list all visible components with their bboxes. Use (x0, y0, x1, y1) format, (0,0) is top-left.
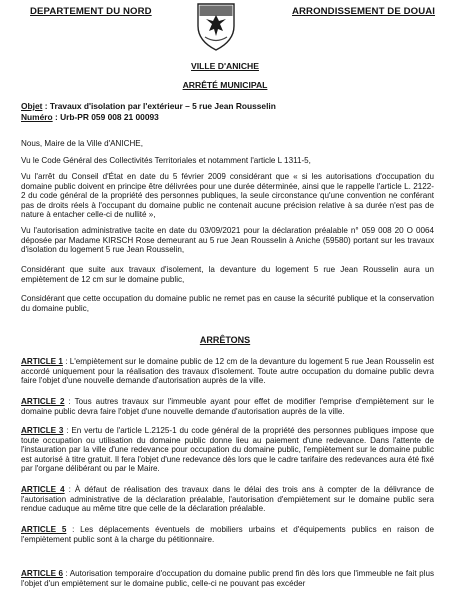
article-5-text: : Les déplacements éventuels de mobiliers urbains et d'équipements publics en raison de l'empiètement public sont à la charge du pétitionnaire. (21, 525, 434, 544)
numero-text: : Urb-PR 059 008 21 00093 (52, 112, 159, 122)
objet-label: Objet (21, 101, 43, 111)
article-4-label: ARTICLE 4 (21, 485, 65, 494)
town-name: VILLE D'ANICHE (191, 61, 259, 71)
article-6 (21, 569, 434, 588)
document-type: ARRÊTÉ MUNICIPAL (182, 80, 268, 90)
article-5-label: ARTICLE 5 (21, 525, 67, 534)
preamble-cgct: Vu le Code Général des Collectivités Territoriales et notamment l'article L 1311-5, (21, 156, 311, 165)
article-6-label: ARTICLE 6 (21, 569, 64, 578)
numero-line (21, 112, 159, 122)
article-6-text: : Autorisation temporaire d'occupation du domaine public prend fin dès lors que l'immeuble ne fait plus l'objet d'un empiètement sur le domaine public, celle-ci ne pouvant pas excéder (21, 569, 434, 588)
article-1 (21, 357, 434, 386)
article-2-text: : Tous autres travaux sur l'immeuble ayant pour effet de modifier l'emprise d'empiètement sur le domaine public devra faire l'objet d'une nouvelle demande d'autorisation auprès de la ville. (21, 397, 434, 416)
preamble-conseil-etat: Vu l'arrêt du Conseil d'État en date du 5 février 2009 considérant que « si les autorisations d'occupation du domaine public doivent en principe être délivrées pour une durée déterminée, ainsi que le rappelle l'article L. 2122-2 du code général de la propriété des personnes publiques, la seule circonstance qu'une convention ne conférant pas de droits réels à l'occupant du domaine public ne contenait aucune précision relative à sa durée n'est pas de nature à entacher celle-ci de nullité », (21, 172, 434, 220)
preamble-maire: Nous, Maire de la Ville d'ANICHE, (21, 139, 143, 148)
article-4 (21, 485, 434, 514)
article-3-label: ARTICLE 3 (21, 426, 64, 435)
article-5 (21, 525, 434, 544)
header-arrondissement: ARRONDISSEMENT DE DOUAI (292, 6, 436, 17)
article-3 (21, 426, 434, 474)
header-department: DEPARTEMENT DU NORD (30, 6, 152, 17)
objet-line (21, 101, 276, 111)
article-4-text: : À défaut de réalisation des travaux dans le délai des trois ans à compter de la délivrance de l'autorisation administrative de la déclaration préalable, l'autorisation d'empiètement sur le domaine public sera rendue caduque au même titre que celle de la déclaration préalable. (21, 485, 435, 514)
article-1-label: ARTICLE 1 (21, 357, 63, 366)
objet-text: : Travaux d'isolation par l'extérieur – 5 rue Jean Rousselin (42, 101, 276, 111)
coat-of-arms-icon (195, 2, 237, 52)
preamble-autorisation: Vu l'autorisation administrative tacite en date du 03/09/2021 pour la déclaration préalable n° 059 008 20 O 0064 déposée par Madame KIRSCH Rose demeurant au 5 rue Jean Rousselin à Aniche (59580) portant sur les travaux d'isolation du logement 5 rue Jean Rousselin, (21, 226, 434, 255)
preamble-considerant-2: Considérant que cette occupation du domaine public ne remet pas en cause la sécurité publique et la conservation du domaine public, (21, 294, 434, 313)
numero-label: Numéro (21, 112, 53, 122)
article-2 (21, 397, 434, 416)
preamble-considerant-1: Considérant que suite aux travaux d'isolement, la devanture du logement 5 rue Jean Rousselin aura un empiètement de 12 cm sur le domaine public, (21, 265, 434, 284)
article-1-text: : L'empiètement sur le domaine public de 12 cm de la devanture du logement 5 rue Jean Rousselin est accordé uniquement pour la réalisation des travaux d'isolement. Toute autre occupation du domaine public devra faire l'objet d'une nouvelle demande d'autorisation auprès de la ville. (21, 357, 435, 386)
article-3-text: : En vertu de l'article L.2125-1 du code général de la propriété des personnes publiques impose que toute occupation ou utilisation du domaine public donne lieu au paiement d'une redevance. Dans l'attente de l'instauration par la ville d'une redevance pour occupation du domaine public, l'empiètement sur le domaine public est autorisé à titre gratuit. Il fera l'objet d'une redevance dès lors que le cadre tarifaire des redevances aura été fixé par l'organe délibérant ou par le Maire. (21, 426, 434, 474)
article-2-label: ARTICLE 2 (21, 397, 65, 406)
arretons-heading: ARRÊTONS (199, 335, 251, 345)
